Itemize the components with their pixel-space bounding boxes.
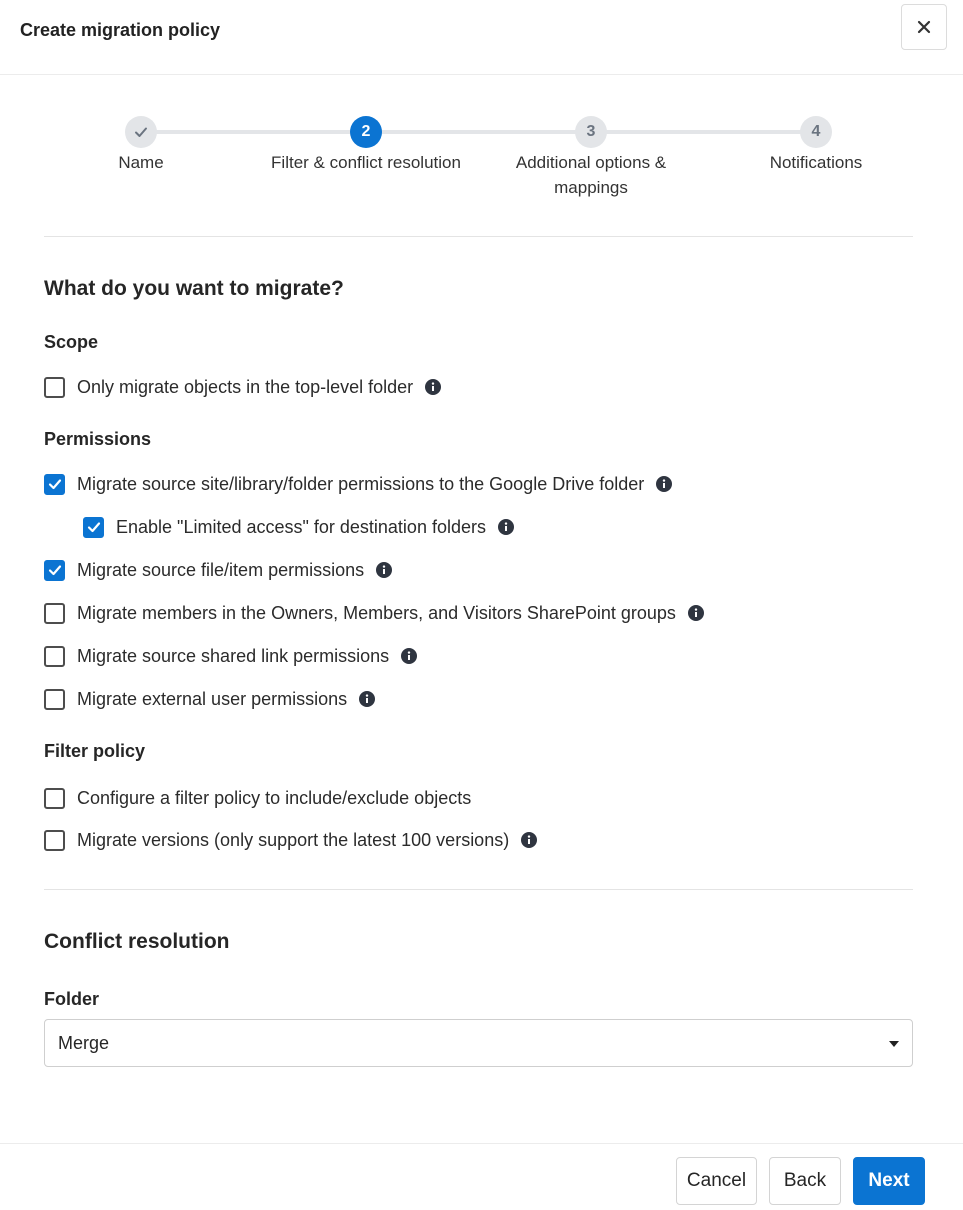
step-1-indicator [125,116,157,148]
folder-label: Folder [44,989,100,1009]
option-top-level-folder[interactable] [44,375,441,399]
scope-label: Scope [44,332,99,352]
option-migrate-versions[interactable] [44,828,537,852]
option-shared-link-permissions[interactable] [44,644,417,668]
migrate-section-title: What do you want to migrate? [44,277,344,300]
info-icon[interactable] [498,519,514,535]
checkbox-filter-policy[interactable] [44,788,65,809]
option-filter-policy[interactable] [44,786,471,810]
option-label: Configure a filter policy to include/exclude objects [77,787,472,808]
step-4-label: Notifications [769,153,863,172]
info-icon[interactable] [521,832,537,848]
info-icon[interactable] [401,648,417,664]
step-3-indicator: 3 [575,116,607,148]
back-button[interactable]: Back [769,1157,841,1205]
option-limited-access[interactable] [83,515,514,539]
option-label: Migrate source file/item permissions [77,559,365,580]
step-4-indicator: 4 [800,116,832,148]
option-folder-permissions[interactable] [44,472,672,496]
option-label: Migrate external user permissions [77,688,348,709]
step-2-label: Filter & conflict resolution [271,153,461,172]
option-file-item-permissions[interactable] [44,558,392,582]
info-icon[interactable] [656,476,672,492]
info-icon[interactable] [376,562,392,578]
cancel-button[interactable]: Cancel [676,1157,757,1205]
stepper-divider [44,236,913,237]
next-button[interactable]: Next [853,1157,925,1205]
filter-policy-label: Filter policy [44,741,146,761]
option-sharepoint-groups[interactable] [44,601,704,625]
dialog-title: Create migration policy [20,20,221,40]
step-2-indicator: 2 [350,116,382,148]
step-1-label: Name [118,153,164,172]
step-3-label: Additional options & mappings [515,153,667,197]
info-icon[interactable] [425,379,441,395]
permissions-label: Permissions [44,429,152,449]
option-label: Only migrate objects in the top-level folder [77,376,414,397]
checkmark-icon [133,124,149,140]
option-label: Migrate source site/library/folder permissions to the Google Drive folder [77,473,645,494]
folder-conflict-select[interactable] [44,1019,913,1067]
conflict-section-title: Conflict resolution [44,930,230,953]
checkbox-migrate-versions[interactable] [44,830,65,851]
option-external-user-permissions[interactable] [44,687,375,711]
checkbox-shared-link-permissions[interactable] [44,646,65,667]
option-label: Migrate members in the Owners, Members, and Visitors SharePoint groups [77,602,676,623]
checkbox-top-level-folder[interactable] [44,377,65,398]
checkbox-folder-permissions[interactable] [44,474,65,495]
checkbox-file-item-permissions[interactable] [44,560,65,581]
option-label: Migrate versions (only support the latest 100 versions) [77,829,510,850]
checkbox-limited-access[interactable] [83,517,104,538]
folder-conflict-value: Merge [58,1033,110,1053]
checkbox-sharepoint-groups[interactable] [44,603,65,624]
option-label: Migrate source shared link permissions [77,645,390,666]
option-label: Enable "Limited access" for destination folders [116,516,486,537]
checkbox-external-user-permissions[interactable] [44,689,65,710]
caret-down-icon [888,1040,900,1048]
info-icon[interactable] [359,691,375,707]
stepper-track [141,130,816,134]
info-icon[interactable] [688,605,704,621]
section-divider [44,889,913,890]
progress-stepper [0,0,963,236]
